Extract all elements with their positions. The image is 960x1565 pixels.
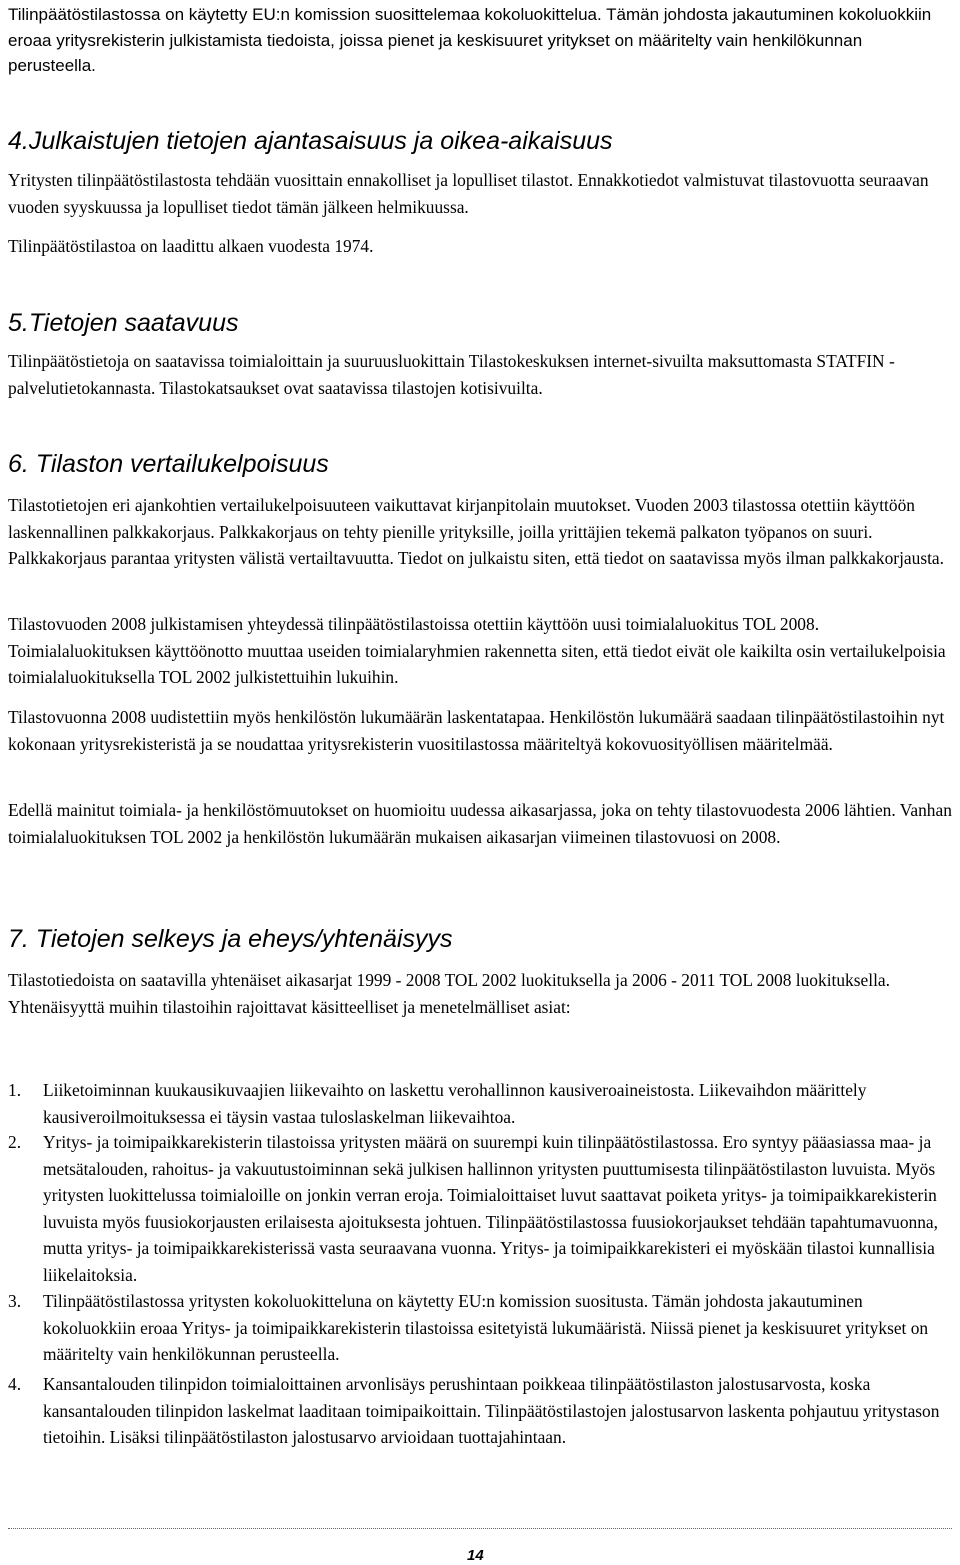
list-item-number: 2.: [8, 1132, 22, 1152]
list-item-number: 3.: [8, 1291, 22, 1311]
page-number: 14: [467, 1547, 484, 1564]
footer-divider: [8, 1528, 952, 1529]
section-4-paragraph-1: Yritysten tilinpäätöstilastosta tehdään vuosittain ennakolliset ja lopulliset tilastot. Ennakkotiedot valmistuvat tilastovuotta seuraavan vuoden syyskuussa ja lopulliset tiedot tämän jälkeen helmikuussa.: [8, 170, 929, 217]
list-item-number: 1.: [8, 1080, 22, 1100]
section-6-paragraph-4: Edellä mainitut toimiala- ja henkilöstömuutokset on huomioitu uudessa aikasarjassa, joka on tehty tilastovuodesta 2006 lähtien. Vanhan toimialaluokituksen TOL 2002 ja henkilöstön lukumäärän mukaisen aikasarjan viimeinen tilastovuosi on 2008.: [8, 800, 952, 847]
section-6-paragraph-1: Tilastotietojen eri ajankohtien vertailukelpoisuuteen vaikuttavat kirjanpitolain muutokset. Vuoden 2003 tilastossa otettiin käyttöön laskennallinen palkkakorjaus. Palkkakorjaus on tehty pienille yrityksille, joilla yrittäjien tekemä palkaton työpanos on suuri. Palkkakorjaus parantaa yritysten välistä vertailtavuutta. Tiedot on julkaistu siten, että tiedot on saatavissa myös ilman palkkakorjausta.: [8, 495, 944, 568]
section-7-heading: 7. Tietojen selkeys ja eheys/yhtenäisyys: [8, 925, 453, 953]
section-4-paragraph-2: Tilinpäätöstilastoa on laadittu alkaen vuodesta 1974.: [8, 236, 374, 256]
section-4-heading: 4.Julkaistujen tietojen ajantasaisuus ja oikea-aikaisuus: [8, 127, 613, 155]
section-6-heading: 6. Tilaston vertailukelpoisuus: [8, 450, 329, 478]
section-7-paragraph-1: Tilastotiedoista on saatavilla yhtenäiset aikasarjat 1999 - 2008 TOL 2002 luokituksella ja 2006 - 2011 TOL 2008 luokituksella. Yhtenäisyyttä muihin tilastoihin rajoittavat käsitteelliset ja menetelmälliset asiat:: [8, 970, 890, 1017]
list-item-text: Tilinpäätöstilastossa yritysten kokoluokitteluna on käytetty EU:n komission suositusta. Tämän johdosta jakautuminen kokoluokkiin eroaa Yritys- ja toimipaikkarekisterin tilastoissa esitetyistä lukumääristä. Niissä pienet ja keskisuuret yritykset on määritelty vain henkilökunnan perusteella.: [43, 1291, 929, 1364]
intro-paragraph: Tilinpäätöstilastossa on käytetty EU:n komission suosittelemaa kokoluokittelua. Tämän johdosta jakautuminen kokoluokkiin eroaa yritysrekisterin julkistamista tiedoista, joissa pienet ja keskisuuret yritykset on määritelty vain henkilökunnan perusteella.: [8, 5, 932, 75]
list-item-text: Yritys- ja toimipaikkarekisterin tilastoissa yritysten määrä on suurempi kuin tilinpäätöstilastossa. Ero syntyy pääasiassa maa- ja metsätalouden, rahoitus- ja vakuutustoiminnan sekä julkisen hallinnon yritysten puuttumisesta tilinpäätöstilaston luvuista. Myös yritysten luokittelussa toimialoille on jonkin verran eroja. Toimialoittaiset luvut saattavat poiketa yritys- ja toimipaikkarekisterin luvuista myös fuusiokorjausten erilaisesta ajoituksesta johtuen. Tilinpäätöstilastossa fuusiokorjaukset tehdään tapahtumavuonna, mutta yritys- ja toimipaikkarekisterissä vasta seuraavana vuonna. Yritys- ja toimipaikkarekisteri ei myöskään tilastoi kunnallisia liikelaitoksia.: [43, 1132, 938, 1285]
section-6-paragraph-3: Tilastovuonna 2008 uudistettiin myös henkilöstön lukumäärän laskentatapaa. Henkilöstön lukumäärä saadaan tilinpäätöstilastoihin nyt kokonaan yritysrekisteristä ja se noudattaa yritysrekisterin vuositilastossa määriteltyä kokovuosityöllisen määritelmää.: [8, 707, 945, 754]
list-item-text: Kansantalouden tilinpidon toimialoittainen arvonlisäys perushintaan poikkeaa tilinpäätöstilaston jalostusarvosta, koska kansantalouden tilinpidon laskelmat laaditaan toimipaikoittain. Tilinpäätöstilastojen jalostusarvon laskenta pohjautuu yritystason tietoihin. Lisäksi tilinpäätöstilaston jalostusarvo arvioidaan tuottajahintaan.: [43, 1374, 940, 1447]
list-item-number: 4.: [8, 1374, 22, 1394]
list-item-text: Liiketoiminnan kuukausikuvaajien liikevaihto on laskettu verohallinnon kausiveroaineistosta. Liikevaihdon määrittely kausiveroilmoituksessa ei täysin vastaa tuloslaskelman liikevaihtoa.: [43, 1080, 867, 1127]
section-6-paragraph-2: Tilastovuoden 2008 julkistamisen yhteydessä tilinpäätöstilastoissa otettiin käyttöön uusi toimialaluokitus TOL 2008. Toimialaluokituksen käyttöönotto muuttaa useiden toimialaryhmien rakennetta siten, että tiedot eivät ole kaikilta osin vertailukelpoisia toimialaluokituksella TOL 2002 julkistettuihin lukuihin.: [8, 614, 946, 687]
section-5-heading: 5.Tietojen saatavuus: [8, 309, 239, 337]
section-5-paragraph-1: Tilinpäätöstietoja on saatavissa toimialoittain ja suuruusluokittain Tilastokeskuksen internet-sivuilta maksuttomasta STATFIN -palvelutietokannasta. Tilastokatsaukset ovat saatavissa tilastojen kotisivuilta.: [8, 351, 895, 398]
